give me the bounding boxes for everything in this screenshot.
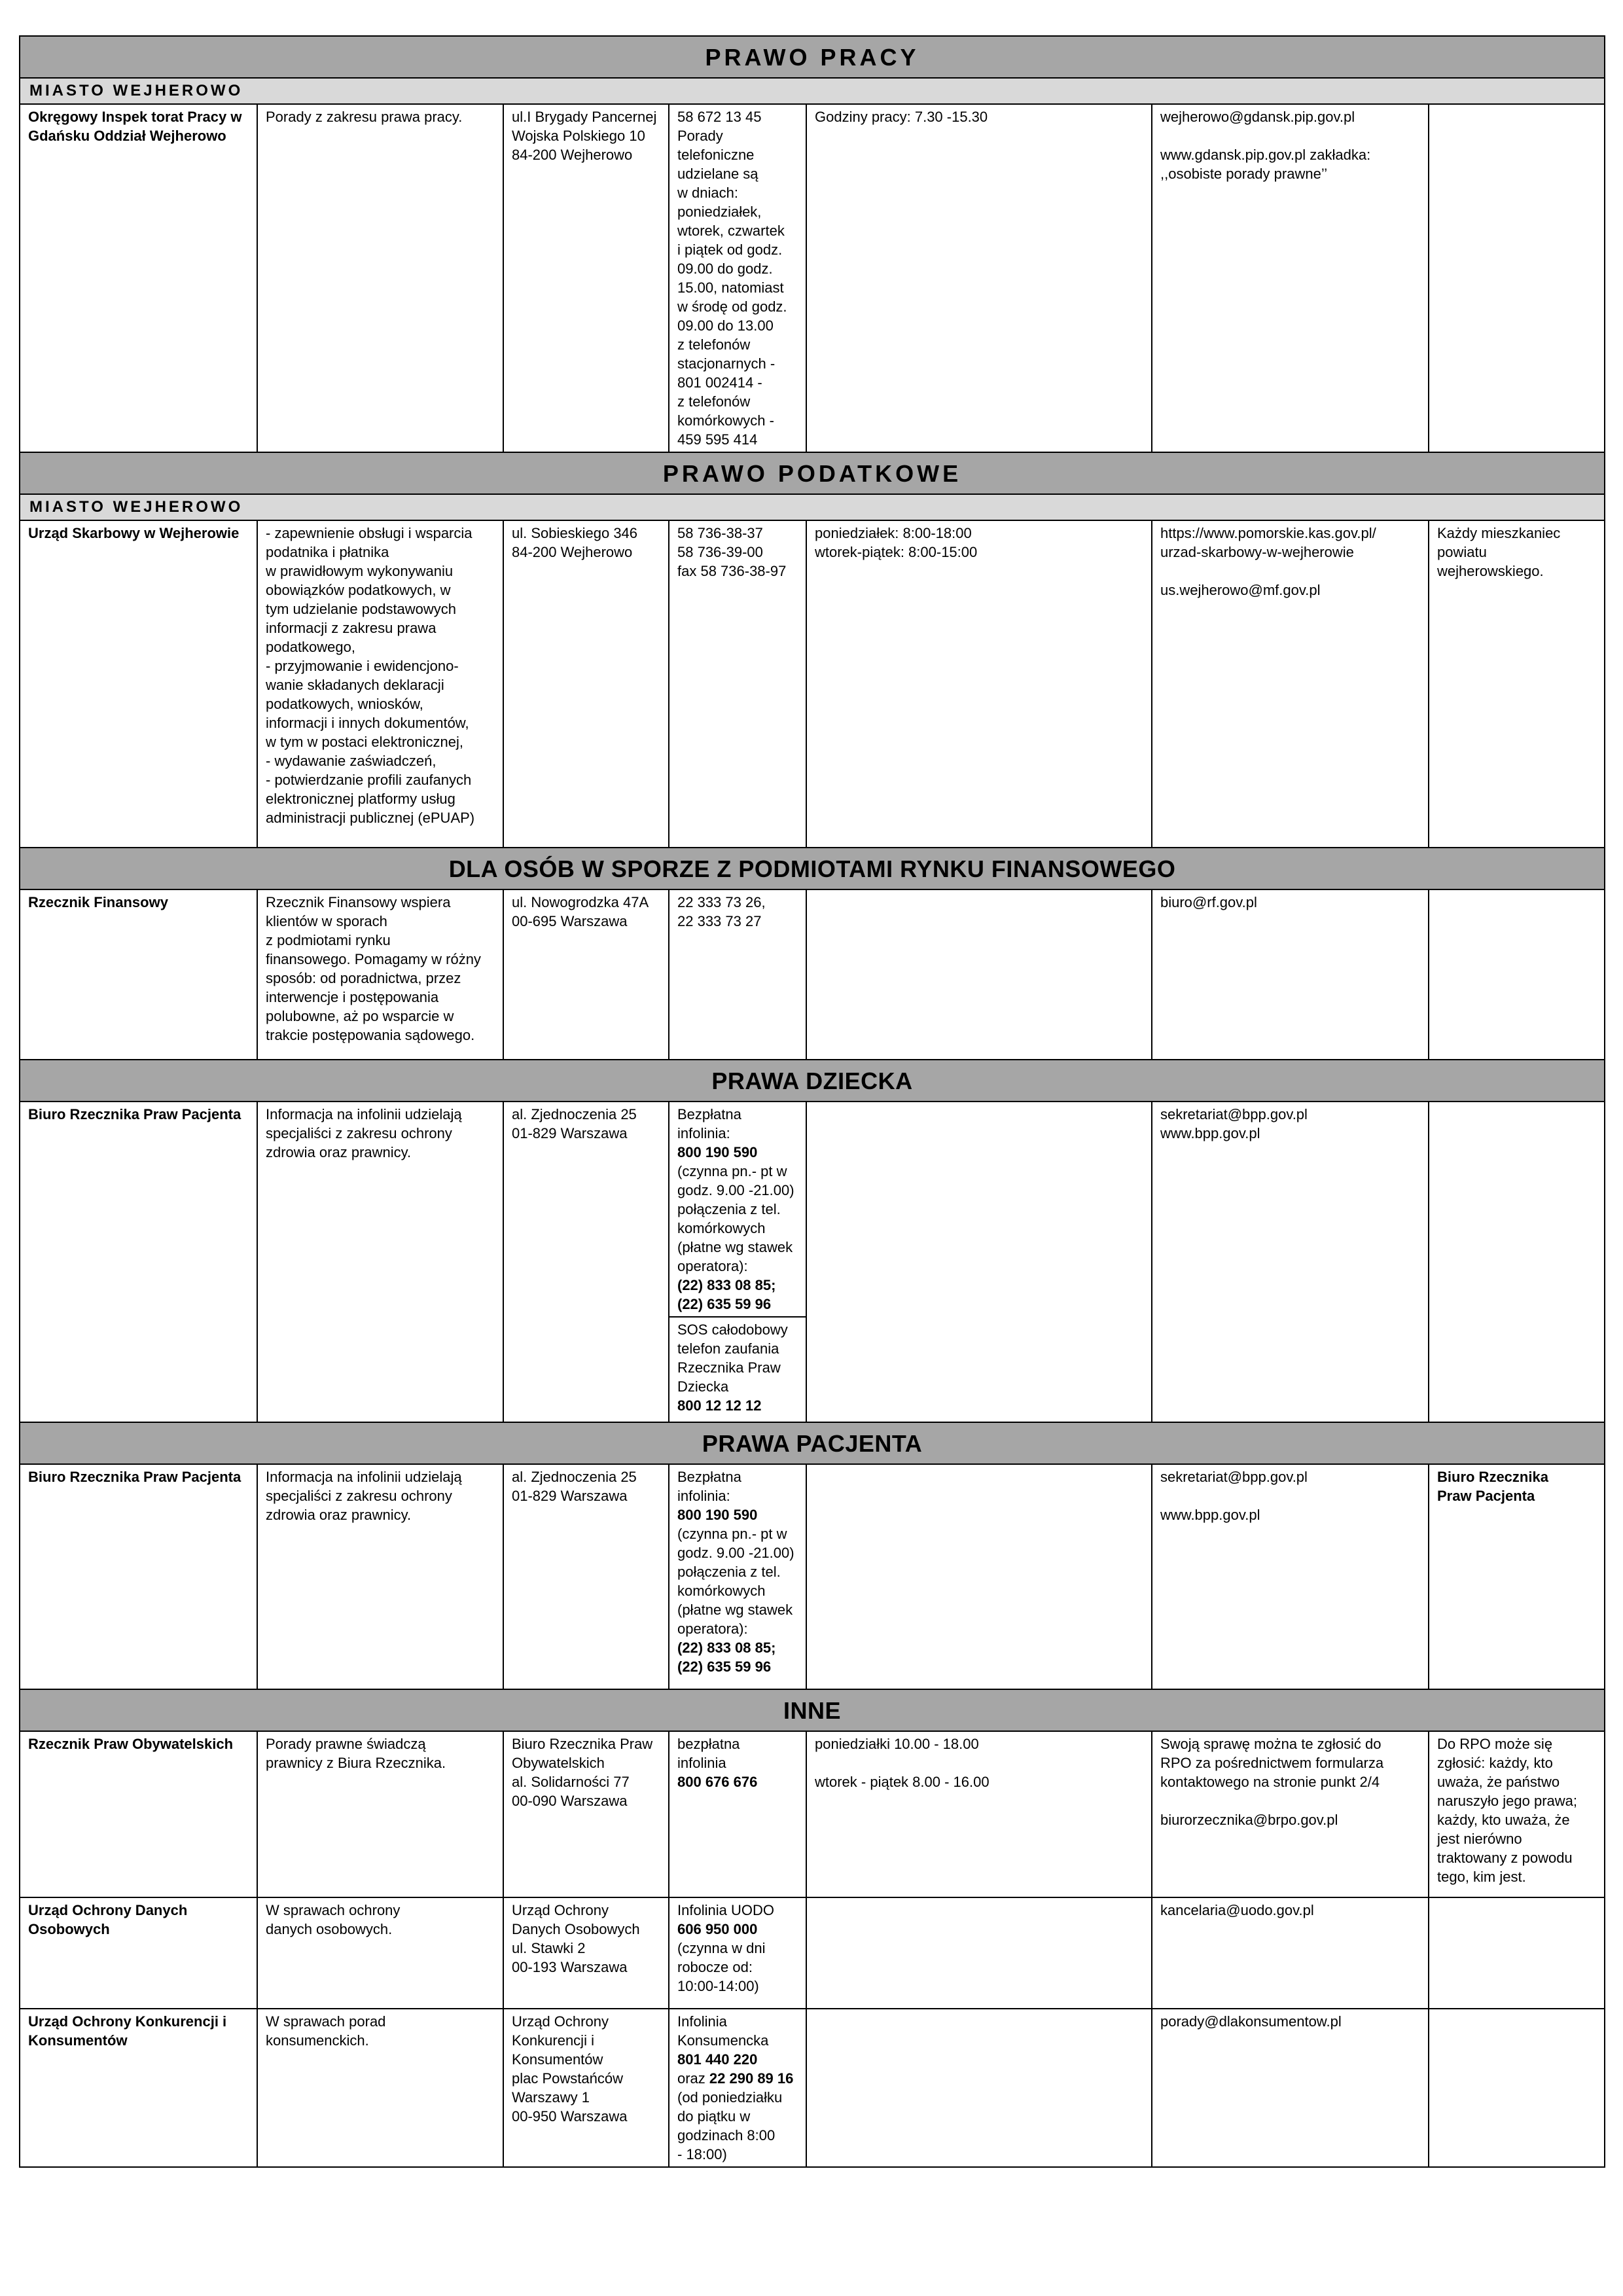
address-cell: Urząd Ochrony Konkurencji i Konsumentów plac Powstańców Warszawy 1 00-950 Warszawa [503,2009,669,2167]
notes-cell: Do RPO może się zgłosić: każdy, kto uważa, że państwo naruszyło jego prawa; każdy, kto uważa, że jest nierówno traktowany z powodu tego, kim jest. [1429,1731,1605,1897]
institution-name: Biuro Rzecznika Praw Pacjenta [20,1102,257,1422]
section-header-tax [20,452,1605,494]
phone-description: (czynna pn.- pt w godz. 9.00 -21.00) połączenia z tel. komórkowych (płatne wg stawek operatora): [677,1163,794,1274]
phone-description: (od poniedziałku do piątku w godzinach 8:00 - 18:00) [677,2089,783,2162]
hours-cell [806,1102,1152,1422]
section-header-finance [20,848,1605,889]
phone-label: Infolinia UODO [677,1902,774,1918]
phone-cell: 58 672 13 45 Porady telefoniczne udzielane są w dniach: poniedziałek, wtorek, czwartek i piątek od godz. 09.00 do godz. 15.00, natomiast w środę od godz. 09.00 do 13.00 z telefonów stacjonarnych - 801 002414 - z telefonów komórkowych - 459 595 414 [669,104,806,452]
phone-mobile: (22) 833 08 85; (22) 635 59 96 [677,1640,776,1675]
institution-name: Okręgowy Inspek torat Pracy w Gdańsku Oddział Wejherowo [20,104,257,452]
sos-block [669,1316,806,1415]
address-cell: ul.I Brygady Pancernej Wojska Polskiego 10 84-200 Wejherowo [503,104,669,452]
sos-number: 800 12 12 12 [677,1397,762,1414]
notes-cell [1429,889,1605,1060]
address-cell: ul. Nowogrodzka 47A 00-695 Warszawa [503,889,669,1060]
address-cell: Biuro Rzecznika Praw Obywatelskich al. Solidarności 77 00-090 Warszawa [503,1731,669,1897]
section-title: PRAWO PODATKOWE [20,452,1605,494]
phone-label: bezpłatna infolinia [677,1736,740,1771]
phone-number: 800 190 590 [677,1507,758,1523]
scope-cell: Rzecznik Finansowy wspiera klientów w sporach z podmiotami rynku finansowego. Pomagamy w różny sposób: od poradnictwa, przez interwencje i postępowania polubowne, aż po wsparcie w trakcie postępowania sądowego. [257,889,503,1060]
section-header-labor [20,36,1605,78]
legal-aid-table [19,35,1605,2168]
scope-cell: - zapewnienie obsługi i wsparcia podatnika i płatnika w prawidłowym wykonywaniu obowiązków podatkowych, w tym udzielanie podstawowych informacji z zakresu prawa podatkowego, - przyjmowanie i ewidencjono- wanie składanych deklaracji podatkowych, wniosków, informacji i innych dokumentów, w tym w postaci elektronicznej, - wydawanie zaświadczeń, - potwierdzanie profili zaufanych elektronicznej platformy usług administracji publicznej (ePUAP) [257,520,503,848]
table-row [20,1464,1605,1689]
table-row [20,520,1605,848]
contact-cell[interactable]: sekretariat@bpp.gov.pl www.bpp.gov.pl [1152,1102,1429,1422]
scope-cell: Porady prawne świadczą prawnicy z Biura Rzecznika. [257,1731,503,1897]
phone-number: 800 676 676 [677,1774,758,1790]
table-row [20,1897,1605,2009]
phone-cell [669,1102,806,1422]
phone-number: 801 440 220 [677,2051,758,2068]
section-title: DLA OSÓB W SPORZE Z PODMIOTAMI RYNKU FINANSOWEGO [20,848,1605,889]
hours-cell: poniedziałki 10.00 - 18.00 wtorek - piątek 8.00 - 16.00 [806,1731,1152,1897]
contact-cell[interactable]: porady@dlakonsumentow.pl [1152,2009,1429,2167]
section-header-patient [20,1422,1605,1464]
scope-cell: W sprawach porad konsumenckich. [257,2009,503,2167]
institution-name: Biuro Rzecznika Praw Pacjenta [20,1464,257,1689]
phone-description: (czynna pn.- pt w godz. 9.00 -21.00) połączenia z tel. komórkowych (płatne wg stawek operatora): [677,1526,794,1637]
notes-cell [1429,1897,1605,2009]
institution-name: Urząd Ochrony Konkurencji i Konsumentów [20,2009,257,2167]
hours-cell [806,1897,1152,2009]
phone-description: (czynna w dni robocze od: 10:00-14:00) [677,1940,766,1994]
subsection-header [20,494,1605,520]
institution-name: Rzecznik Finansowy [20,889,257,1060]
table-row [20,104,1605,452]
address-cell: al. Zjednoczenia 25 01-829 Warszawa [503,1464,669,1689]
subsection-title: MIASTO WEJHEROWO [20,494,1605,520]
phone-label: Bezpłatna infolinia: [677,1106,741,1141]
hours-cell [806,889,1152,1060]
contact-cell[interactable]: kancelaria@uodo.gov.pl [1152,1897,1429,2009]
table-row [20,889,1605,1060]
institution-name: Urząd Ochrony Danych Osobowych [20,1897,257,2009]
table-row [20,2009,1605,2167]
notes-cell: Każdy mieszkaniec powiatu wejherowskiego. [1429,520,1605,848]
contact-cell[interactable]: sekretariat@bpp.gov.pl www.bpp.gov.pl [1152,1464,1429,1689]
subsection-title: MIASTO WEJHEROWO [20,78,1605,104]
table-row [20,1731,1605,1897]
address-cell: ul. Sobieskiego 346 84-200 Wejherowo [503,520,669,848]
notes-cell [1429,1102,1605,1422]
phone-label: Infolinia Konsumencka [677,2013,769,2049]
section-header-child [20,1060,1605,1102]
scope-cell: Informacja na infolinii udzielają specjaliści z zakresu ochrony zdrowia oraz prawnicy. [257,1102,503,1422]
phone-cell [669,2009,806,2167]
section-header-other [20,1689,1605,1731]
section-title: INNE [20,1689,1605,1731]
address-cell: Urząd Ochrony Danych Osobowych ul. Stawki 2 00-193 Warszawa [503,1897,669,2009]
contact-cell[interactable]: biuro@rf.gov.pl [1152,889,1429,1060]
notes-cell [1429,104,1605,452]
phone-cell [669,1464,806,1689]
document [19,35,1604,2168]
section-title: PRAWA DZIECKA [20,1060,1605,1102]
phone-number-2: 22 290 89 16 [709,2070,794,2087]
hours-cell: Godziny pracy: 7.30 -15.30 [806,104,1152,452]
contact-cell[interactable]: Swoją sprawę można te zgłosić do RPO za pośrednictwem formularza kontaktowego na stronie punkt 2/4 biurorzecznika@brpo.gov.pl [1152,1731,1429,1897]
hours-cell [806,2009,1152,2167]
address-cell: al. Zjednoczenia 25 01-829 Warszawa [503,1102,669,1422]
contact-cell[interactable]: https://www.pomorskie.kas.gov.pl/ urzad-skarbowy-w-wejherowie us.wejherowo@mf.gov.pl [1152,520,1429,848]
subsection-header [20,78,1605,104]
institution-name: Rzecznik Praw Obywatelskich [20,1731,257,1897]
scope-cell: W sprawach ochrony danych osobowych. [257,1897,503,2009]
phone-cell [669,1731,806,1897]
phone-cell: 58 736-38-37 58 736-39-00 fax 58 736-38-97 [669,520,806,848]
phone-connector: oraz [677,2070,709,2087]
scope-cell: Informacja na infolinii udzielają specjaliści z zakresu ochrony zdrowia oraz prawnicy. [257,1464,503,1689]
institution-name: Urząd Skarbowy w Wejherowie [20,520,257,848]
phone-number: 606 950 000 [677,1921,758,1937]
phone-label: Bezpłatna infolinia: [677,1469,741,1504]
table-row [20,1102,1605,1422]
section-title: PRAWO PRACY [20,36,1605,78]
phone-mobile: (22) 833 08 85; (22) 635 59 96 [677,1277,776,1312]
phone-cell [669,1897,806,2009]
phone-number: 800 190 590 [677,1144,758,1160]
phone-cell: 22 333 73 26, 22 333 73 27 [669,889,806,1060]
hours-cell [806,1464,1152,1689]
section-title: PRAWA PACJENTA [20,1422,1605,1464]
scope-cell: Porady z zakresu prawa pracy. [257,104,503,452]
sos-label: SOS całodobowy telefon zaufania Rzecznika Praw Dziecka [677,1321,788,1395]
contact-cell[interactable]: wejherowo@gdansk.pip.gov.pl www.gdansk.pip.gov.pl zakładka: ,,osobiste porady prawne’’ [1152,104,1429,452]
notes-cell [1429,2009,1605,2167]
notes-cell: Biuro Rzecznika Praw Pacjenta [1429,1464,1605,1689]
hours-cell: poniedziałek: 8:00-18:00 wtorek-piątek: 8:00-15:00 [806,520,1152,848]
